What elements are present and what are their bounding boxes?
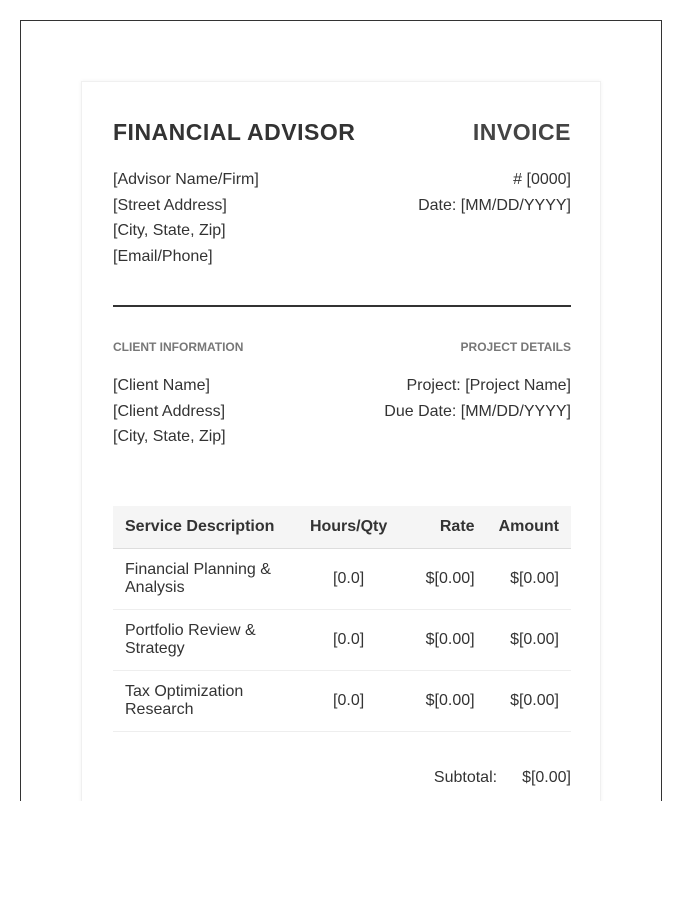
service-amount: $[0.00] [487, 671, 571, 732]
header-hours-qty: Hours/Qty [293, 506, 405, 549]
advisor-city: [City, State, Zip] [113, 222, 226, 239]
table-row [113, 671, 571, 732]
due-date: Due Date: [MM/DD/YYYY] [384, 402, 571, 420]
project-details [384, 373, 571, 424]
header-divider [113, 305, 571, 307]
project-details-label: PROJECT DETAILS [460, 340, 571, 354]
document-page [20, 20, 662, 801]
service-hours: [0.0] [293, 610, 405, 671]
invoice-title: INVOICE [472, 119, 571, 145]
service-description: Tax Optimization Research [113, 671, 293, 732]
project-name: Project: [Project Name] [406, 377, 571, 394]
advisor-info [113, 167, 259, 269]
header-service-description: Service Description [113, 506, 293, 549]
client-info [113, 373, 226, 450]
service-hours: [0.0] [293, 671, 405, 732]
service-description: Portfolio Review & Strategy [113, 610, 293, 671]
client-name: [Client Name] [113, 377, 210, 394]
invoice-card [81, 81, 601, 801]
service-amount: $[0.00] [487, 610, 571, 671]
client-info-label: CLIENT INFORMATION [113, 340, 244, 354]
table-header-row [113, 506, 571, 549]
services-table [113, 506, 571, 732]
service-rate: $[0.00] [405, 610, 487, 671]
advisor-street: [Street Address] [113, 196, 227, 214]
subtotal-value: $[0.00] [522, 769, 571, 786]
client-city: [City, State, Zip] [113, 428, 226, 445]
client-address: [Client Address] [113, 402, 226, 420]
service-description: Financial Planning & Analysis [113, 549, 293, 610]
service-amount: $[0.00] [487, 549, 571, 610]
invoice-meta [418, 167, 571, 218]
header-rate: Rate [405, 506, 487, 549]
invoice-header [113, 119, 571, 146]
subtotal-row [434, 769, 571, 787]
company-title: FINANCIAL ADVISOR [113, 119, 356, 145]
header-amount: Amount [487, 506, 571, 549]
advisor-name: [Advisor Name/Firm] [113, 171, 259, 188]
subtotal-label: Subtotal: [433, 769, 498, 786]
invoice-date: Date: [MM/DD/YYYY] [418, 196, 571, 214]
advisor-contact: [Email/Phone] [113, 247, 213, 265]
service-hours: [0.0] [293, 549, 405, 610]
invoice-number: # [0000] [513, 171, 571, 188]
service-rate: $[0.00] [405, 671, 487, 732]
service-rate: $[0.00] [405, 549, 487, 610]
table-row [113, 610, 571, 671]
table-row [113, 549, 571, 610]
